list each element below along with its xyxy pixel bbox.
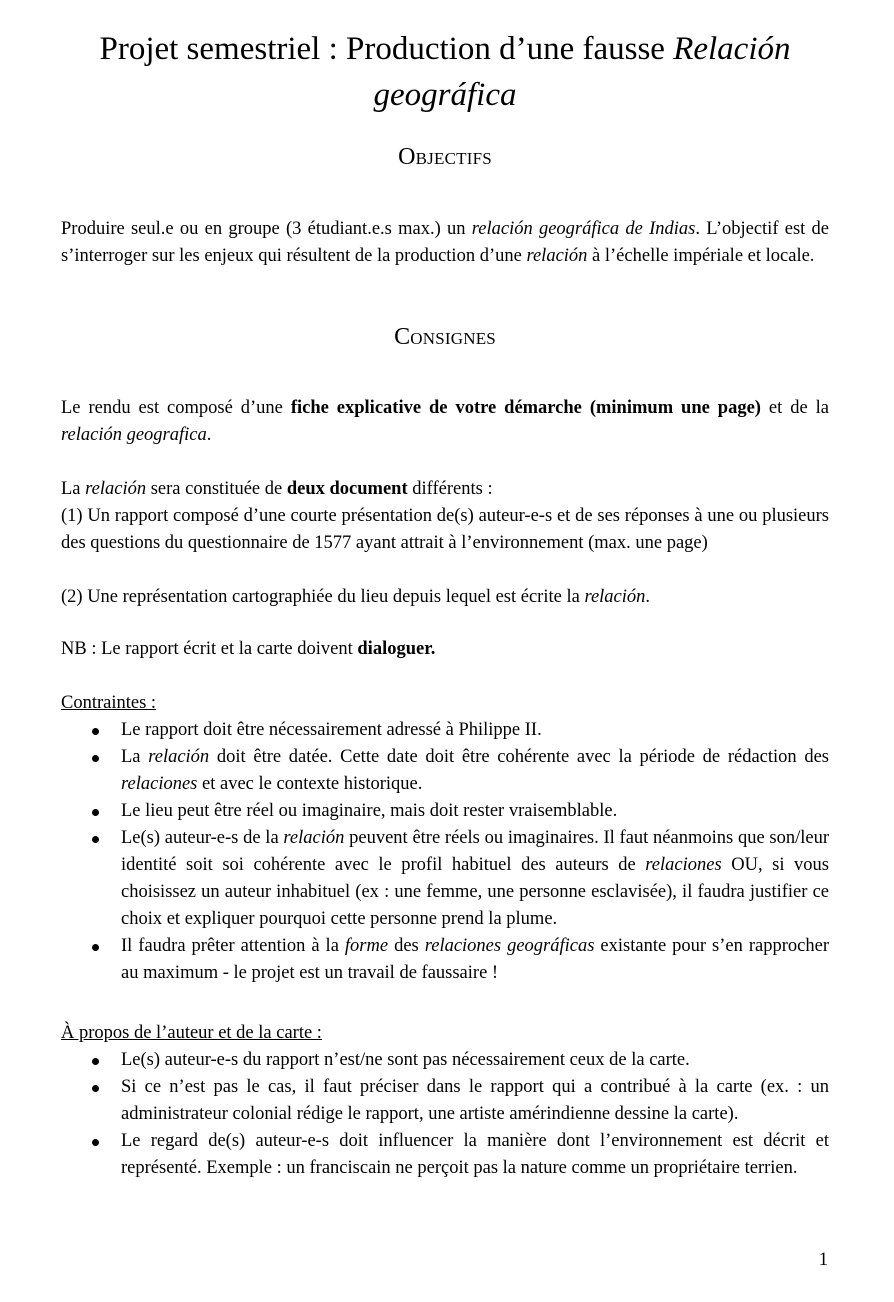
text-run: (2) Une représentation cartographiée du lieu depuis lequel est écrite la <box>61 587 585 607</box>
text-run: Le(s) auteur-e-s du rapport n’est/ne sont pas nécessairement ceux de la carte. <box>121 1050 690 1070</box>
text-run: Le rendu est composé d’une <box>61 398 291 418</box>
objectifs-paragraph <box>61 216 829 270</box>
bullet-icon <box>92 836 99 843</box>
contraintes-list <box>61 717 829 987</box>
italic-text: relación <box>584 587 646 607</box>
rendu-paragraph <box>61 395 829 449</box>
text-run: Le rapport doit être nécessairement adressé à Philippe II. <box>121 720 542 740</box>
italic-text: relación <box>148 747 210 767</box>
text-run: Il faudra prêter attention à la <box>121 936 345 956</box>
bullet-item <box>61 825 829 933</box>
text-run: NB : Le rapport écrit et la carte doivent <box>61 639 358 659</box>
bullet-icon <box>92 809 99 816</box>
bold-text: dialoguer. <box>357 639 436 659</box>
contraintes-heading: Contraintes : <box>61 693 157 713</box>
page-number: 1 <box>818 1250 828 1270</box>
italic-text: Relación geográfica <box>373 31 791 113</box>
bullet-item <box>61 798 829 825</box>
bullet-icon <box>92 1139 99 1146</box>
text-run: Le regard de(s) auteur-e-s doit influencer la manière dont l’environnement est décrit et représenté. Exemple : un franciscain ne perçoit pas la nature comme un propriétaire terrien. <box>121 1131 829 1178</box>
document-title <box>41 26 849 118</box>
italic-text: relaciones geográficas <box>424 936 595 956</box>
auteur-carte-list <box>61 1047 829 1182</box>
text-run: . L’objectif est de s’interroger sur les enjeux qui résultent de la production d’une <box>61 219 830 266</box>
bullet-item <box>61 1128 829 1182</box>
bullet-item <box>61 744 829 798</box>
bullet-icon <box>92 1058 99 1065</box>
text-run: OU, si vous choisissez un auteur inhabituel (ex : une femme, une personne esclavisée), il faudra justifier ce choix et expliquer pourquoi cette personne prend la plume. <box>121 855 829 929</box>
italic-text: forme <box>344 936 389 956</box>
bullet-icon <box>92 755 99 762</box>
text-run: des <box>388 936 425 956</box>
italic-text: relación geografica <box>61 425 207 445</box>
text-run: Le(s) auteur-e-s de la <box>121 828 284 848</box>
italic-text: relación <box>526 246 588 266</box>
text-run: et de la <box>760 398 829 418</box>
bullet-item <box>61 1047 829 1074</box>
text-run: La <box>61 479 86 499</box>
document-item-2 <box>61 584 829 611</box>
text-run: (1) Un rapport composé d’une courte présentation de(s) auteur-e-s et de ses réponses à une ou plusieurs des questions du questionnaire de 1577 ayant attrait à l’environnement (max. une page) <box>61 506 829 553</box>
bullet-icon <box>92 944 99 951</box>
italic-text: relación <box>85 479 147 499</box>
text-run: Produire seul.e ou en groupe (3 étudiant.e.s max.) un <box>61 219 472 239</box>
text-run: à l’échelle impériale et locale. <box>587 246 815 266</box>
text-run: La <box>121 747 149 767</box>
italic-text: relaciones <box>645 855 722 875</box>
text-run: différents : <box>407 479 493 499</box>
heading-consignes: Consignes <box>394 324 496 350</box>
italic-text: relación <box>283 828 345 848</box>
text-run: Projet semestriel : Production d’une fausse <box>99 31 674 67</box>
text-run: doit être datée. Cette date doit être cohérente avec la période de rédaction des <box>209 747 829 767</box>
text-run: Si ce n’est pas le cas, il faut préciser dans le rapport qui a contribué à la carte (ex. : un administrateur colonial rédige le rapport, une artiste amérindienne dessine la carte). <box>121 1077 829 1124</box>
bullet-item <box>61 933 829 987</box>
text-run: . <box>645 587 651 607</box>
constitution-paragraph <box>61 476 829 503</box>
text-run: et avec le contexte historique. <box>197 774 423 794</box>
nb-paragraph <box>61 636 829 663</box>
text-run: existante pour s’en rapprocher au maximum - le projet est un travail de faussaire ! <box>121 936 829 983</box>
document-item-1 <box>61 503 829 557</box>
text-run: sera constituée de <box>146 479 287 499</box>
auteur-carte-heading: À propos de l’auteur et de la carte : <box>61 1023 322 1043</box>
text-run: Le lieu peut être réel ou imaginaire, mais doit rester vraisemblable. <box>121 801 618 821</box>
text-run: . <box>206 425 212 445</box>
bold-text: fiche explicative de votre démarche (minimum une page) <box>290 398 761 418</box>
bullet-item <box>61 717 829 744</box>
italic-text: relación geográfica de Indias <box>471 219 696 239</box>
bullet-icon <box>92 728 99 735</box>
heading-objectifs: Objectifs <box>398 144 492 170</box>
bullet-item <box>61 1074 829 1128</box>
text-run: peuvent être réels ou imaginaires. Il faut néanmoins que son/leur identité soit soi cohérente avec le profil habituel des auteurs de <box>121 828 829 875</box>
bullet-icon <box>92 1085 99 1092</box>
italic-text: relaciones <box>121 774 198 794</box>
bold-text: deux document <box>286 479 408 499</box>
